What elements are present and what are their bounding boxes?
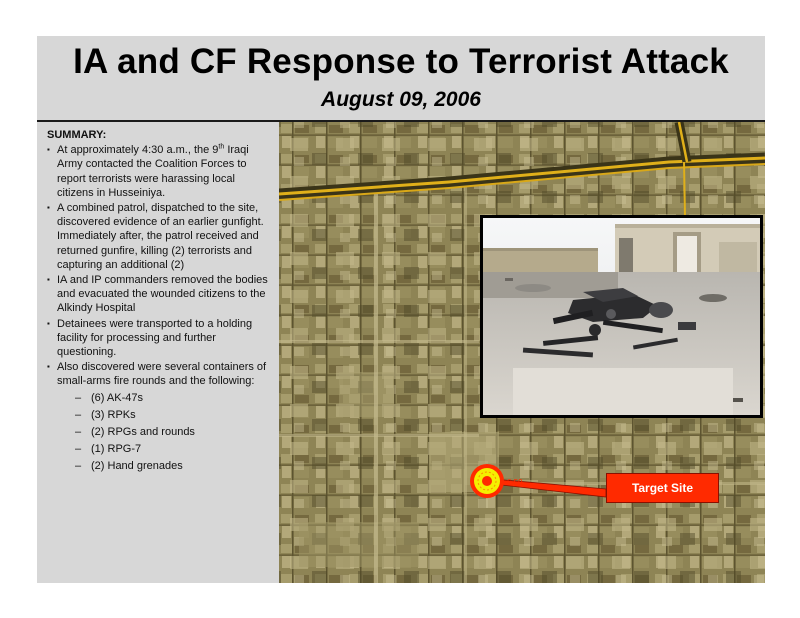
weapons-list	[57, 391, 271, 474]
ordinal-suffix: th	[218, 143, 225, 151]
summary-heading: SUMMARY:	[47, 129, 107, 141]
slide-title: IA and CF Response to Terrorist Attack	[73, 42, 729, 81]
weapons-list-item: – (1) RPG-7	[57, 442, 271, 456]
captured-weapons-photo	[483, 218, 760, 415]
target-site-label: Target Site	[606, 473, 719, 503]
weapons-list-item: – (6) AK-47s	[57, 391, 271, 405]
bullet-text: Also discovered were several containers of small-arms fire rounds and the following:	[57, 361, 267, 388]
summary-bullets	[47, 143, 271, 473]
marker-label: 6.59	[507, 478, 523, 487]
weapons-list-item: – (3) RPKs	[57, 408, 271, 422]
weapons-list-item: – (2) Hand grenades	[57, 459, 271, 473]
weapons-list-item: – (2) RPGs and rounds	[57, 425, 271, 439]
target-marker	[470, 464, 504, 498]
summary-bullet	[47, 360, 271, 473]
title-bar	[37, 36, 765, 122]
summary-bullet: ▪ Detainees were transported to a holding facility for processing and further questioning.	[47, 317, 271, 360]
scene-photo	[480, 215, 763, 418]
summary-bullet: ▪ IA and IP commanders removed the bodies and evacuated the wounded citizens to the Alkindy Hospital	[47, 273, 271, 316]
bullet-text: At approximately 4:30 a.m., the 9	[57, 144, 219, 157]
summary-panel	[37, 122, 279, 583]
slide	[37, 36, 765, 583]
slide-date: August 09, 2006	[321, 88, 481, 111]
summary-bullet: ▪ A combined patrol, dispatched to the site, discovered evidence of an earlier gunfight. Immediately after, the patrol received and returned gunfire, killing (2) terrorists and capturing an additional (2)	[47, 201, 271, 272]
bullet-text: Iraqi Army contacted the Coalition Forces to report terrorists were harassing local citizens in Husseiniya.	[57, 144, 249, 199]
summary-bullet	[47, 143, 271, 200]
